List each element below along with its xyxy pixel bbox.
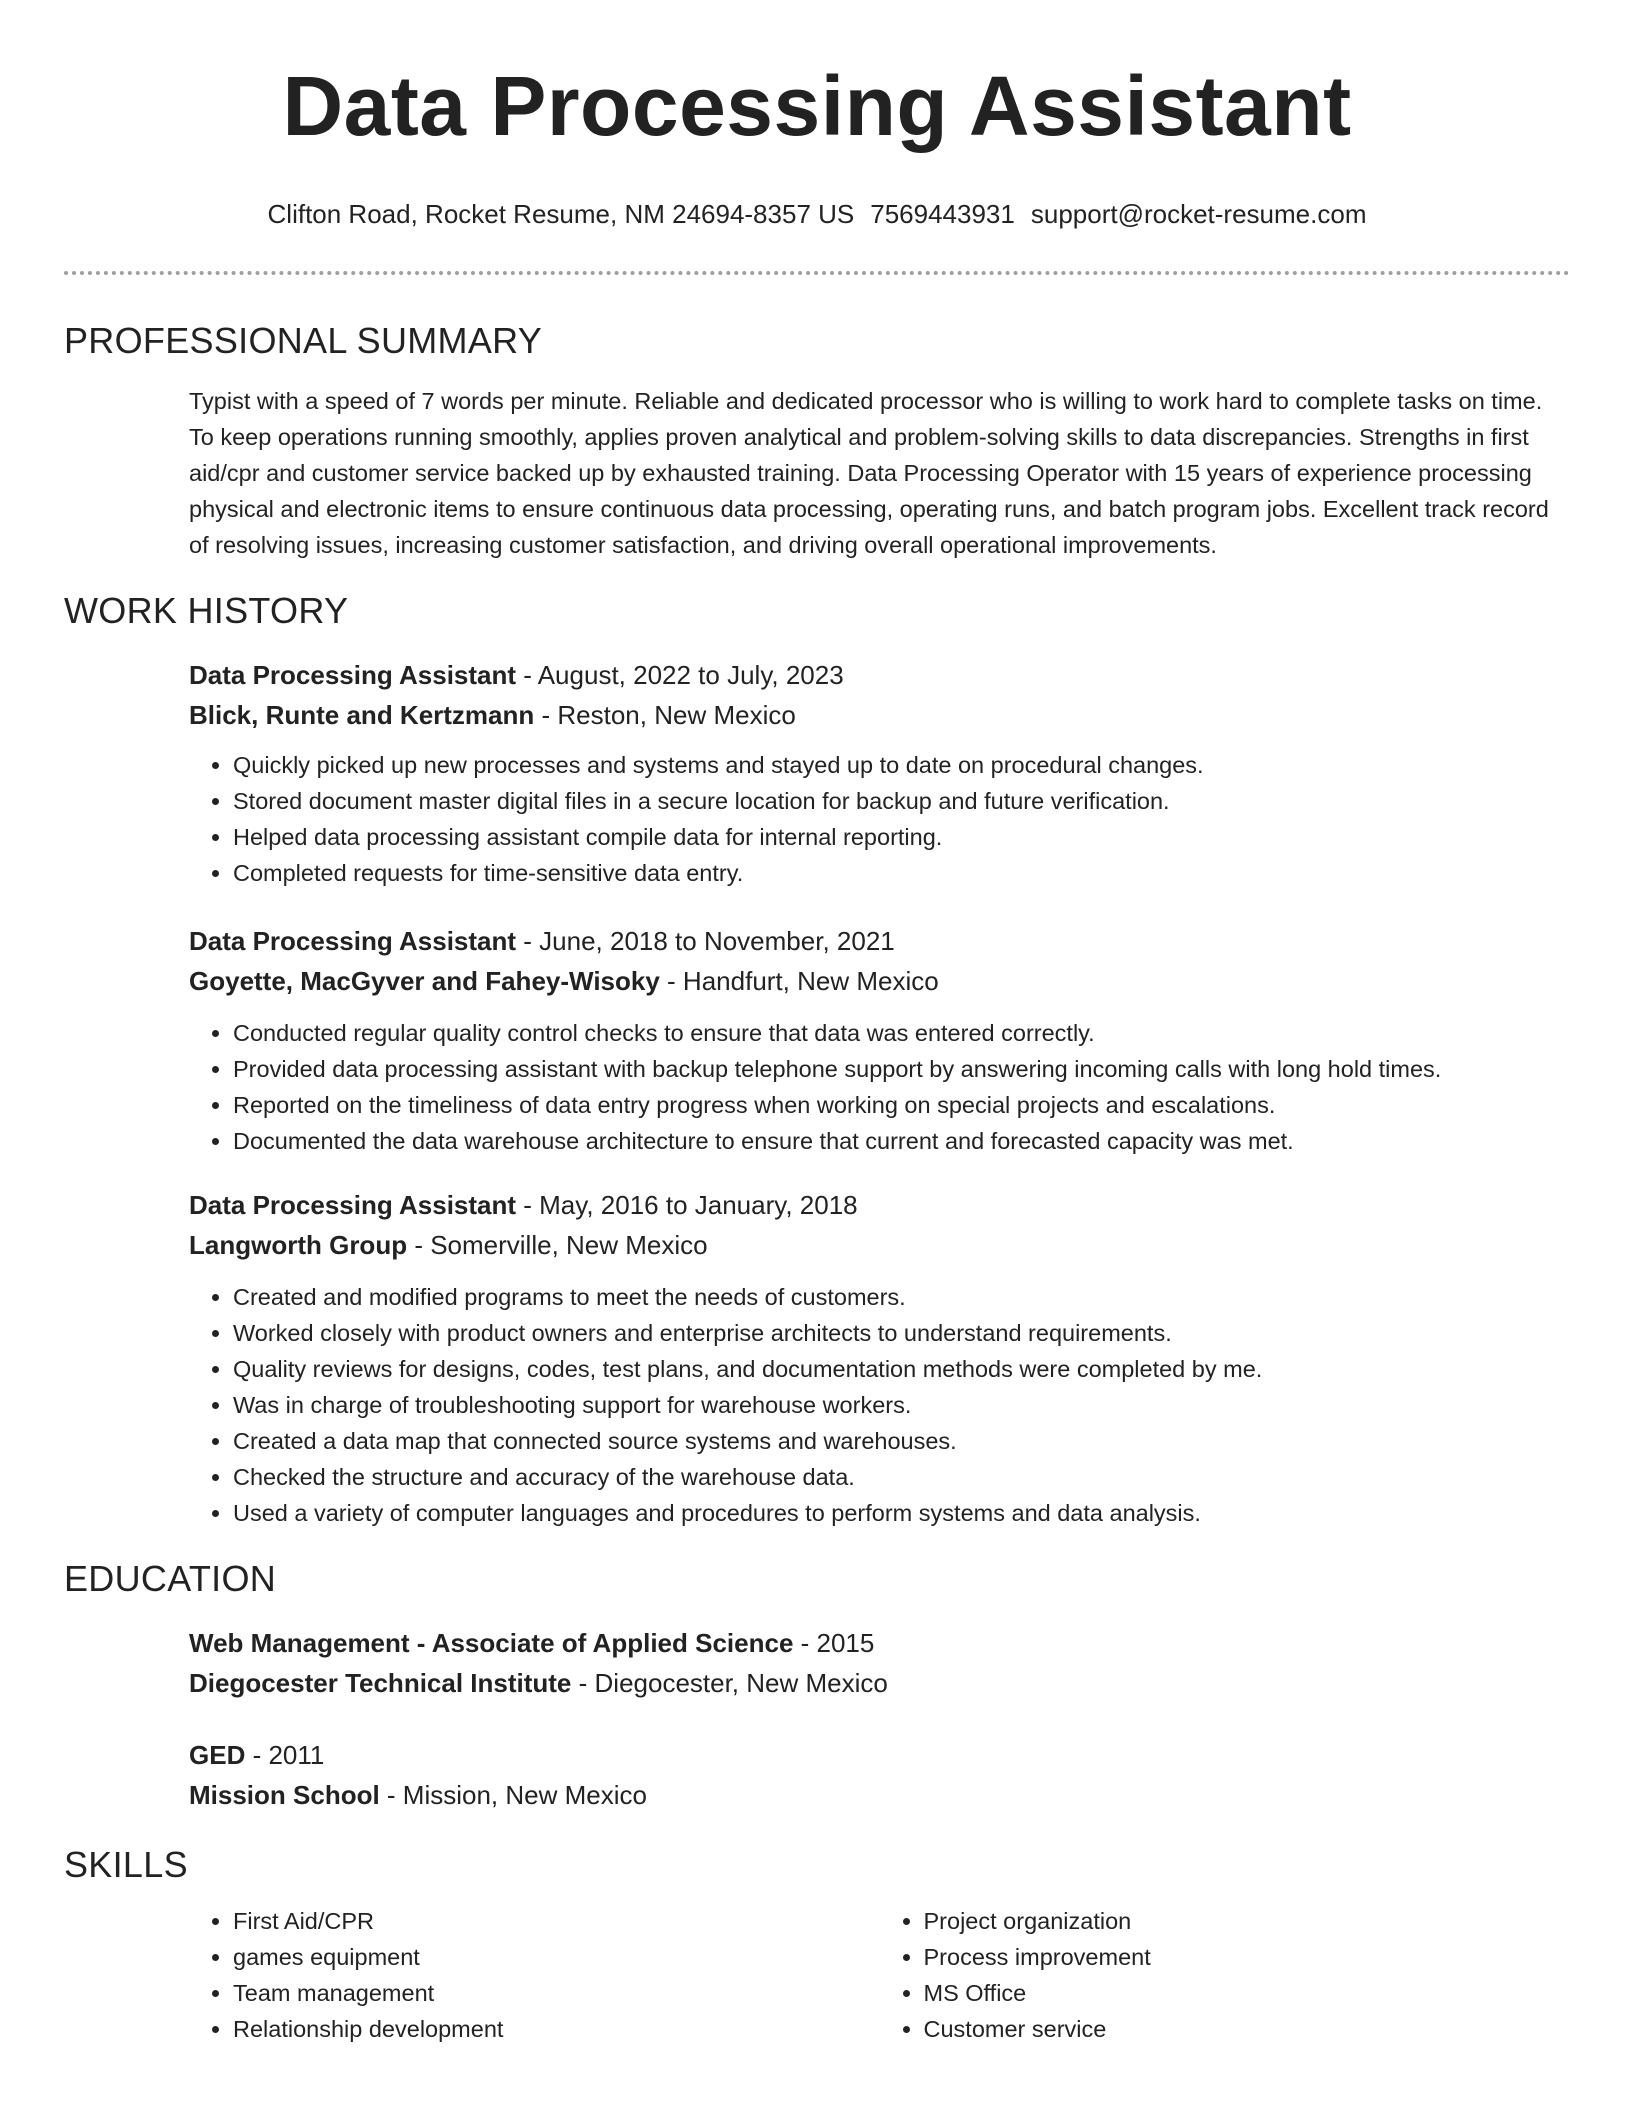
education-school: Diegocester Technical Institute xyxy=(189,1668,572,1698)
education-entry xyxy=(189,1623,1570,1703)
job-role: Data Processing Assistant xyxy=(189,926,517,956)
job-location: - Handfurt, New Mexico xyxy=(659,966,939,996)
job-company: Langworth Group xyxy=(189,1230,408,1260)
job-bullet: • Was in charge of troubleshooting support for warehouse workers. xyxy=(233,1387,1570,1423)
section-title-skills: SKILLS xyxy=(64,1844,188,1885)
job-bullet: • Used a variety of computer languages and procedures to perform systems and data analysis. xyxy=(233,1495,1570,1531)
skill-item: • First Aid/CPR xyxy=(233,1903,880,1939)
education-school: Mission School xyxy=(189,1780,380,1810)
job-role: Data Processing Assistant xyxy=(189,660,517,690)
job-entry xyxy=(189,921,1570,1159)
education-degree-line xyxy=(189,1623,1570,1663)
job-bullet: • Worked closely with product owners and enterprise architects to understand requirements. xyxy=(233,1315,1570,1351)
education-degree-line xyxy=(189,1735,1570,1775)
resume-name: Data Processing Assistant xyxy=(282,59,1352,153)
job-bullet: • Helped data processing assistant compile data for internal reporting. xyxy=(233,819,1570,855)
job-company-line xyxy=(189,961,1570,1001)
contact-phone: 7569443931 xyxy=(870,199,1015,229)
skills-list xyxy=(189,1903,1570,2047)
header-divider xyxy=(64,271,1570,275)
job-bullets xyxy=(189,1279,1570,1531)
job-company: Blick, Runte and Kertzmann xyxy=(189,700,535,730)
job-location: - Somerville, New Mexico xyxy=(407,1230,708,1260)
job-bullet: • Reported on the timeliness of data entry progress when working on special projects and escalations. xyxy=(233,1087,1570,1123)
job-company-line xyxy=(189,695,1570,735)
contact-line xyxy=(64,198,1570,230)
job-title-line xyxy=(189,1185,1570,1225)
job-company: Goyette, MacGyver and Fahey-Wisoky xyxy=(189,966,660,996)
job-bullet: • Conducted regular quality control checks to ensure that data was entered correctly. xyxy=(233,1015,1570,1051)
skill-item: • Project organization xyxy=(924,1903,1571,1939)
job-entry xyxy=(189,1185,1570,1531)
skill-item: • Relationship development xyxy=(233,2011,880,2047)
job-dates: - August, 2022 to July, 2023 xyxy=(516,660,844,690)
contact-email: support@rocket-resume.com xyxy=(1030,199,1367,229)
job-company-line xyxy=(189,1225,1570,1265)
skill-item: • MS Office xyxy=(924,1975,1571,2011)
job-bullets xyxy=(189,1015,1570,1159)
job-bullet: • Created and modified programs to meet the needs of customers. xyxy=(233,1279,1570,1315)
job-bullet: • Documented the data warehouse architecture to ensure that current and forecasted capacity was met. xyxy=(233,1123,1570,1159)
section-title-summary: PROFESSIONAL SUMMARY xyxy=(64,320,543,361)
education-location: - Diegocester, New Mexico xyxy=(571,1668,888,1698)
summary-text: Typist with a speed of 7 words per minute. Reliable and dedicated processor who is willing to work hard to complete tasks on time. To keep operations running smoothly, applies proven analytical and problem-solving skills to data discrepancies. Strengths in first aid/cpr and customer service backed up by exhausted training. Data Processing Operator with 15 years of experience processing physical and electronic items to ensure continuous data processing, operating runs, and batch program jobs. Excellent track record of resolving issues, increasing customer satisfaction, and driving overall operational improvements. xyxy=(189,388,1549,558)
job-role: Data Processing Assistant xyxy=(189,1190,517,1220)
job-bullet: • Stored document master digital files in a secure location for backup and future verification. xyxy=(233,783,1570,819)
education-school-line xyxy=(189,1775,1570,1815)
education-location: - Mission, New Mexico xyxy=(379,1780,647,1810)
education-degree: Web Management - Associate of Applied Science xyxy=(189,1628,794,1658)
education-entry xyxy=(189,1735,1570,1815)
job-bullet: • Completed requests for time-sensitive data entry. xyxy=(233,855,1570,891)
education-degree: GED xyxy=(189,1740,246,1770)
job-bullet: • Quality reviews for designs, codes, test plans, and documentation methods were completed by me. xyxy=(233,1351,1570,1387)
education-year: - 2011 xyxy=(245,1740,325,1770)
section-title-education: EDUCATION xyxy=(64,1558,277,1599)
skills-column-left xyxy=(189,1903,880,2047)
skill-item: • Process improvement xyxy=(924,1939,1571,1975)
job-title-line xyxy=(189,921,1570,961)
job-dates: - May, 2016 to January, 2018 xyxy=(516,1190,858,1220)
job-dates: - June, 2018 to November, 2021 xyxy=(516,926,895,956)
job-bullet: • Quickly picked up new processes and systems and stayed up to date on procedural changes. xyxy=(233,747,1570,783)
section-title-work-history: WORK HISTORY xyxy=(64,590,349,631)
skill-item: • Team management xyxy=(233,1975,880,2011)
skills-column-right xyxy=(880,1903,1571,2047)
job-entry xyxy=(189,655,1570,891)
job-bullet: • Provided data processing assistant with backup telephone support by answering incoming calls with long hold times. xyxy=(233,1051,1570,1087)
education-year: - 2015 xyxy=(793,1628,875,1658)
contact-address: Clifton Road, Rocket Resume, NM 24694-8357 US xyxy=(267,199,855,229)
job-bullets xyxy=(189,747,1570,891)
job-location: - Reston, New Mexico xyxy=(534,700,796,730)
education-school-line xyxy=(189,1663,1570,1703)
job-bullet: • Checked the structure and accuracy of the warehouse data. xyxy=(233,1459,1570,1495)
job-title-line xyxy=(189,655,1570,695)
skill-item: • games equipment xyxy=(233,1939,880,1975)
job-bullet: • Created a data map that connected source systems and warehouses. xyxy=(233,1423,1570,1459)
skill-item: • Customer service xyxy=(924,2011,1571,2047)
